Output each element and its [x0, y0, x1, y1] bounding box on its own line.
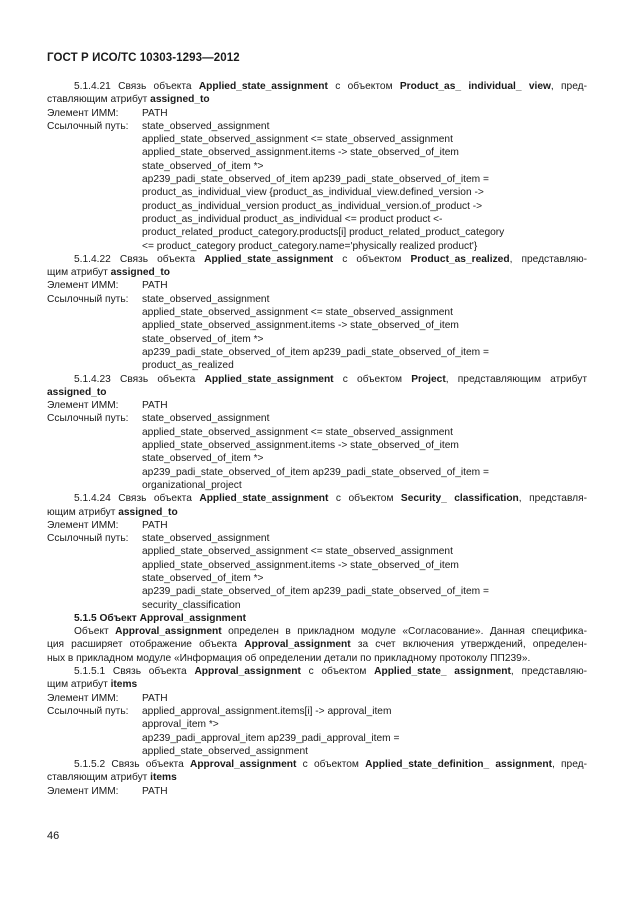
title-text: 5.1.4.21 Связь объекта — [74, 81, 199, 92]
element-row — [47, 107, 587, 120]
title-text: ных в прикладном модуле «Информация об определении детали по прикладному протоколу ПП239». — [47, 652, 531, 664]
entity-name: Product_as_realized — [410, 253, 510, 265]
entity-name: Product_as_ individual_ view — [399, 81, 551, 92]
entity-name: Security_ classification — [400, 493, 519, 505]
title-text: с объектом — [327, 81, 400, 92]
section-title-line — [47, 80, 587, 93]
ref-path-line: product_as_individual_view {product_as_individual_view.defined_version -> — [142, 187, 484, 199]
ref-path-line: organizational_project — [142, 479, 242, 491]
section — [47, 80, 587, 253]
title-text: 5.1.5.2 Связь объекта — [74, 759, 190, 771]
title-text: Объект — [74, 626, 116, 638]
entity-name: Applied_state_ assignment — [374, 666, 511, 678]
ref-path-line: applied_state_observed_assignment — [142, 745, 308, 757]
ref-path-line: product_related_product_category.products[i] product_related_product_category — [142, 227, 505, 239]
section-title-line — [47, 93, 587, 106]
title-text: , пред- — [551, 759, 588, 771]
ref-path-line: state_observed_assignment — [142, 533, 270, 545]
entity-name: Approval_assignment — [194, 666, 301, 678]
ref-path-line: state_observed_of_item *> — [142, 572, 264, 584]
title-text: , представляю- — [509, 253, 587, 265]
ref-path-line: ap239_padi_approval_item ap239_padi_approval_item = — [142, 732, 400, 744]
section-heading — [47, 612, 587, 625]
title-text: , представля- — [518, 493, 587, 505]
element-value: PATH — [142, 785, 168, 797]
entity-name: assigned_to — [47, 386, 107, 398]
section-title-line — [47, 638, 587, 651]
section-title-line — [47, 625, 587, 638]
ref-path-line: applied_state_observed_assignment.items -> state_observed_of_item — [142, 320, 459, 332]
title-text: 5.1.4.22 Связь объекта — [74, 253, 205, 265]
element-value: PATH — [142, 519, 168, 531]
ref-path-row — [47, 705, 587, 718]
ref-path-line: product_as_individual_version product_as_individual_version.of_product -> — [142, 200, 483, 212]
ref-path-label: Ссылочный путь: — [47, 705, 129, 717]
element-row — [47, 399, 587, 412]
title-text: щим атрибут — [47, 267, 111, 279]
ref-path-line: applied_state_observed_assignment <= state_observed_assignment — [142, 307, 453, 319]
element-row — [47, 785, 587, 798]
element-value: PATH — [142, 400, 168, 412]
title-text: ция расширяет отображение объекта — [47, 639, 245, 651]
element-label: Элемент ИММ: — [47, 107, 119, 119]
title-text: 5.1.5.1 Связь объекта — [74, 666, 195, 678]
section-title-line — [47, 492, 587, 505]
entity-name: assigned_to — [150, 94, 210, 106]
section-title-line — [47, 771, 587, 784]
element-label: Элемент ИММ: — [47, 519, 119, 531]
title-text: с объектом — [328, 493, 401, 505]
ref-path-line: applied_state_observed_assignment <= state_observed_assignment — [142, 546, 453, 558]
ref-path-row — [47, 293, 587, 306]
entity-name: Applied_state_assignment — [204, 373, 334, 385]
section — [47, 253, 587, 373]
element-label: Элемент ИММ: — [47, 692, 119, 704]
title-text: , представляющим атрибут — [445, 373, 588, 385]
title-text: с объектом — [300, 666, 375, 678]
section-title-line — [47, 373, 587, 386]
title-text: ставляющим атрибут — [47, 772, 151, 784]
entity-name: Approval_assignment — [189, 759, 297, 771]
entity-name: Project — [411, 373, 446, 385]
ref-path-line: ap239_padi_state_observed_of_item ap239_padi_state_observed_of_item = — [142, 466, 489, 478]
section-title-line — [47, 253, 587, 266]
ref-path-line: applied_approval_assignment.items[i] -> approval_item — [142, 705, 392, 717]
element-label: Элемент ИММ: — [47, 400, 119, 412]
title-text: ющим атрибут — [47, 506, 119, 518]
entity-name: items — [150, 772, 177, 784]
entity-name: Applied_state_assignment — [204, 253, 334, 265]
page-number: 46 — [47, 830, 60, 842]
ref-path-line: ap239_padi_state_observed_of_item ap239_padi_state_observed_of_item = — [142, 586, 489, 598]
section-title-line — [47, 386, 587, 399]
title-text: , представляю- — [510, 666, 588, 678]
element-row — [47, 279, 587, 292]
title-text: определен в прикладном модуле «Согласование». Данная специфика- — [221, 626, 587, 638]
entity-name: Approval_assignment — [244, 639, 351, 651]
element-label: Элемент ИММ: — [47, 280, 119, 292]
section — [47, 612, 587, 665]
ref-path-row — [47, 412, 587, 425]
section-title-line — [47, 652, 587, 665]
entity-name: items — [110, 679, 138, 691]
ref-path-line: state_observed_of_item *> — [142, 333, 264, 345]
section-title-line — [47, 678, 587, 691]
section-heading-text: 5.1.5 Объект Approval_assignment — [74, 612, 247, 624]
ref-path-line: applied_state_observed_assignment.items -> state_observed_of_item — [142, 559, 459, 571]
title-text: 5.1.4.24 Связь объекта — [74, 493, 200, 505]
ref-path-line: applied_state_observed_assignment.items -> state_observed_of_item — [142, 147, 459, 159]
ref-path-row — [47, 532, 587, 545]
ref-path-line: <= product_category product_category.name='physically realized product'} — [142, 240, 478, 252]
ref-path-line: state_observed_of_item *> — [142, 160, 264, 172]
entity-name: Applied_state_definition_ assignment — [365, 759, 552, 771]
ref-path-line: security_classification — [142, 599, 241, 611]
title-text: с объектом — [333, 373, 412, 385]
entity-name: assigned_to — [110, 267, 171, 279]
ref-path-line: state_observed_assignment — [142, 413, 270, 425]
ref-path-line: applied_state_observed_assignment.items -> state_observed_of_item — [142, 440, 459, 452]
title-text: ставляющим атрибут — [47, 94, 151, 106]
element-value: PATH — [142, 692, 168, 704]
ref-path-line: approval_item *> — [142, 719, 219, 731]
ref-path-line: state_observed_assignment — [142, 120, 270, 132]
page-header: ГОСТ Р ИСО/ТС 10303-1293—2012 — [47, 52, 240, 64]
document-body — [47, 80, 587, 798]
element-value: PATH — [142, 280, 168, 292]
title-text: с объектом — [296, 759, 366, 771]
title-text: за счет включения утверждений, определен- — [350, 639, 587, 651]
title-text: , пред- — [550, 81, 587, 92]
ref-path-label: Ссылочный путь: — [47, 293, 129, 305]
element-value: PATH — [142, 107, 168, 119]
section — [47, 373, 587, 493]
element-row — [47, 519, 587, 532]
section-title-line — [47, 506, 587, 519]
ref-path-line: product_as_individual product_as_individual <= product product <- — [142, 213, 443, 225]
title-text: с объектом — [333, 253, 411, 265]
ref-path-row — [47, 120, 587, 133]
entity-name: Applied_state_assignment — [199, 493, 329, 505]
ref-path-label: Ссылочный путь: — [47, 413, 129, 425]
section — [47, 758, 587, 798]
section-title-line — [47, 665, 587, 678]
ref-path-line: ap239_padi_state_observed_of_item ap239_padi_state_observed_of_item = — [142, 174, 489, 186]
ref-path-label: Ссылочный путь: — [47, 533, 129, 545]
ref-path-line: state_observed_of_item *> — [142, 453, 264, 465]
element-row — [47, 692, 587, 705]
ref-path-line: state_observed_assignment — [142, 293, 270, 305]
ref-path-line: applied_state_observed_assignment <= state_observed_assignment — [142, 134, 453, 146]
section — [47, 665, 587, 758]
title-text: 5.1.4.23 Связь объекта — [74, 373, 205, 385]
title-text: щим атрибут — [47, 679, 111, 691]
ref-path-line: ap239_padi_state_observed_of_item ap239_padi_state_observed_of_item = — [142, 346, 489, 358]
ref-path-label: Ссылочный путь: — [47, 120, 129, 132]
section — [47, 492, 587, 612]
element-label: Элемент ИММ: — [47, 785, 119, 797]
entity-name: assigned_to — [118, 506, 178, 518]
ref-path-line: product_as_realized — [142, 360, 234, 372]
entity-name: Approval_assignment — [115, 626, 222, 638]
section-title-line — [47, 758, 587, 771]
section-title-line — [47, 266, 587, 279]
entity-name: Applied_state_assignment — [198, 81, 328, 92]
ref-path-line: applied_state_observed_assignment <= state_observed_assignment — [142, 426, 453, 438]
